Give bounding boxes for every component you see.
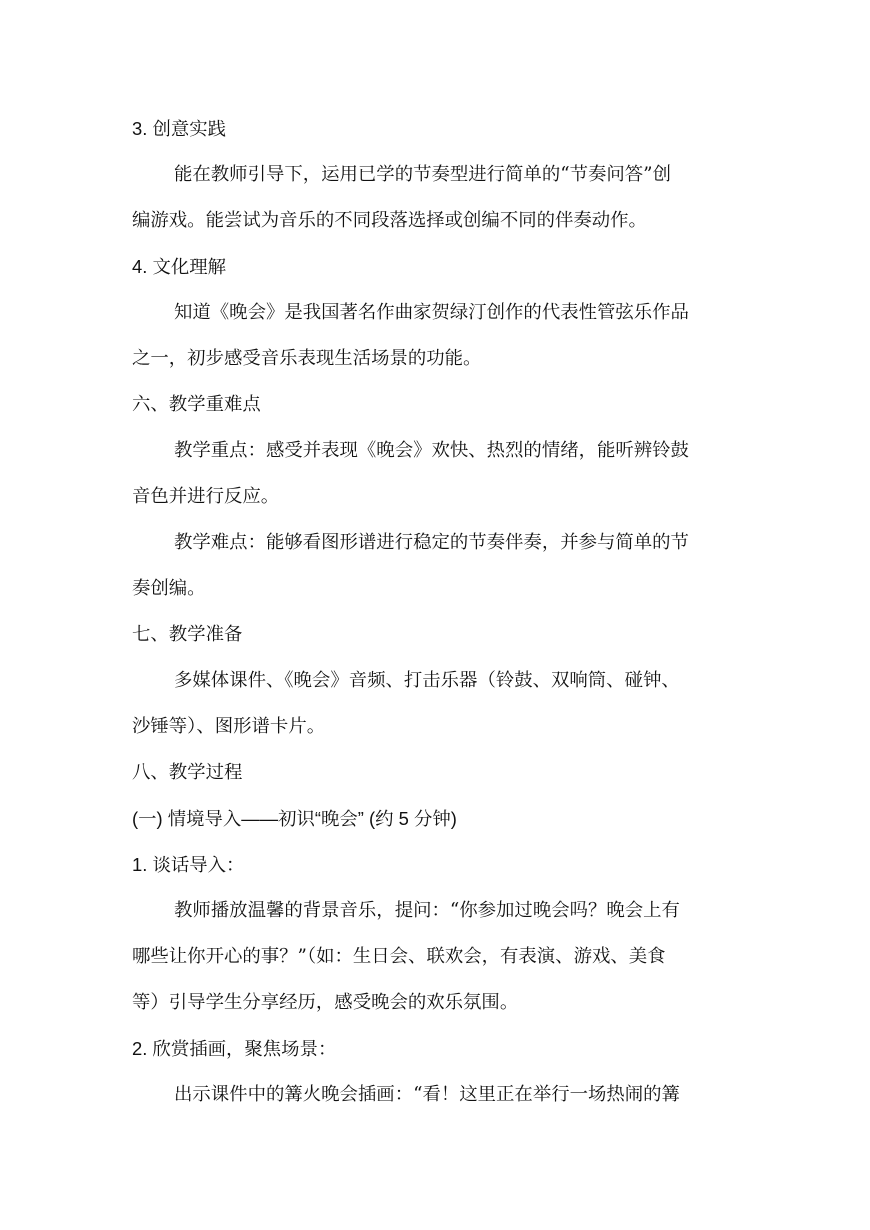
- paragraph-line: 教师播放温馨的背景音乐，提问：“你参加过晚会吗？晚会上有: [174, 900, 680, 921]
- section-heading-cultural-understanding: 4. 文化理解: [132, 256, 227, 277]
- paragraph-line: 哪些让你开心的事？”（如：生日会、联欢会，有表演、游戏、美食: [132, 946, 666, 967]
- paragraph-line: 等）引导学生分享经历，感受晚会的欢乐氛围。: [132, 992, 519, 1013]
- section-heading-teaching-process: 八、教学过程: [132, 762, 243, 783]
- paragraph-line: 教学重点：感受并表现《晚会》欢快、热烈的情绪，能听辨铃鼓: [174, 440, 689, 461]
- section-heading-teaching-preparation: 七、教学准备: [132, 624, 243, 645]
- paragraph-line: 能在教师引导下，运用已学的节奏型进行简单的“节奏问答”创: [174, 164, 671, 185]
- paragraph-line: 编游戏。能尝试为音乐的不同段落选择或创编不同的伴奏动作。: [132, 210, 647, 231]
- paragraph-line: 出示课件中的篝火晚会插画：“看！这里正在举行一场热闹的篝: [174, 1084, 680, 1105]
- paragraph-line: 教学难点：能够看图形谱进行稳定的节奏伴奏，并参与简单的节: [174, 532, 689, 553]
- subsection-heading-introduction: (一) 情境导入——初识“晚会” (约 5 分钟): [132, 808, 457, 829]
- paragraph-line: 多媒体课件、《晚会》音频、打击乐器（铃鼓、双响筒、碰钟、: [174, 670, 680, 691]
- paragraph-line: 知道《晚会》是我国著名作曲家贺绿汀创作的代表性管弦乐作品: [174, 302, 689, 323]
- paragraph-line: 奏创编。: [132, 578, 206, 599]
- section-heading-key-difficulties: 六、教学重难点: [132, 394, 261, 415]
- paragraph-line: 音色并进行反应。: [132, 486, 280, 507]
- paragraph-line: 之一，初步感受音乐表现生活场景的功能。: [132, 348, 482, 369]
- section-heading-creative-practice: 3. 创意实践: [132, 118, 227, 139]
- item-heading-conversation: 1. 谈话导入：: [132, 854, 245, 875]
- item-heading-illustration: 2. 欣赏插画，聚焦场景：: [132, 1038, 337, 1059]
- paragraph-line: 沙锤等）、图形谱卡片。: [132, 716, 326, 737]
